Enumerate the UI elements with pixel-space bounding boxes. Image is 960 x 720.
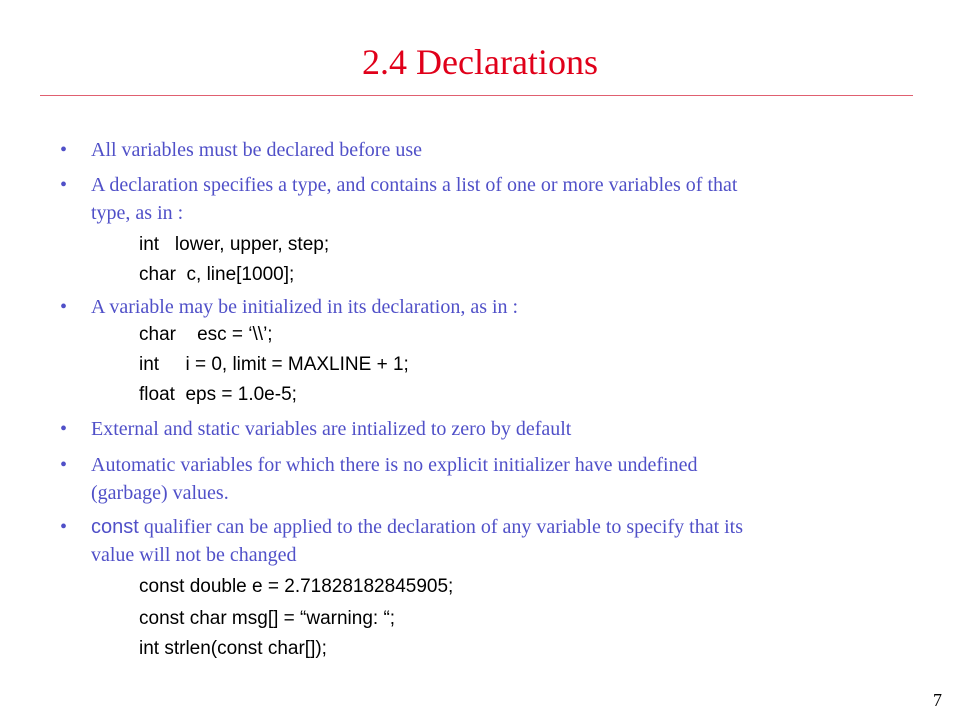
- bullet-text-2-line-2: type, as in :: [91, 202, 184, 224]
- bullet-text-6-rest: qualifier can be applied to the declaration of any variable to specify that its: [138, 516, 744, 538]
- bullet-marker: •: [60, 418, 68, 440]
- bullet-text-4: External and static variables are intialized to zero by default: [91, 418, 572, 440]
- bullet-marker: •: [60, 139, 68, 161]
- const-keyword: const: [91, 516, 139, 538]
- bullet-text-6-line-2: value will not be changed: [91, 544, 297, 566]
- slide-title: 2.4 Declarations: [362, 42, 598, 82]
- bullet-text-5-line-1: Automatic variables for which there is no explicit initializer have undefined: [91, 454, 698, 476]
- bullet-text-3: A variable may be initialized in its declaration, as in :: [91, 296, 519, 318]
- bullet-marker: •: [60, 296, 68, 318]
- bullet-marker: •: [60, 454, 68, 476]
- code-line: int strlen(const char[]);: [139, 638, 327, 659]
- bullet-text-2-line-1: A declaration specifies a type, and contains a list of one or more variables of that: [91, 174, 738, 196]
- bullet-marker: •: [60, 174, 68, 196]
- bullet-text-1: All variables must be declared before use: [91, 139, 422, 161]
- bullet-text-6-line-1: [91, 514, 743, 540]
- page-number: 7: [933, 690, 942, 710]
- code-line: int lower, upper, step;: [139, 234, 330, 255]
- code-line: char c, line[1000];: [139, 264, 295, 285]
- code-line: char esc = ‘\\’;: [139, 324, 273, 345]
- bullet-marker: •: [60, 516, 68, 538]
- code-line: const char msg[] = “warning: “;: [139, 608, 396, 629]
- code-line: float eps = 1.0e-5;: [139, 384, 297, 405]
- code-line: const double e = 2.71828182845905;: [139, 576, 454, 597]
- title-divider: [40, 95, 913, 96]
- bullet-text-5-line-2: (garbage) values.: [91, 482, 229, 504]
- code-line: int i = 0, limit = MAXLINE + 1;: [139, 354, 409, 375]
